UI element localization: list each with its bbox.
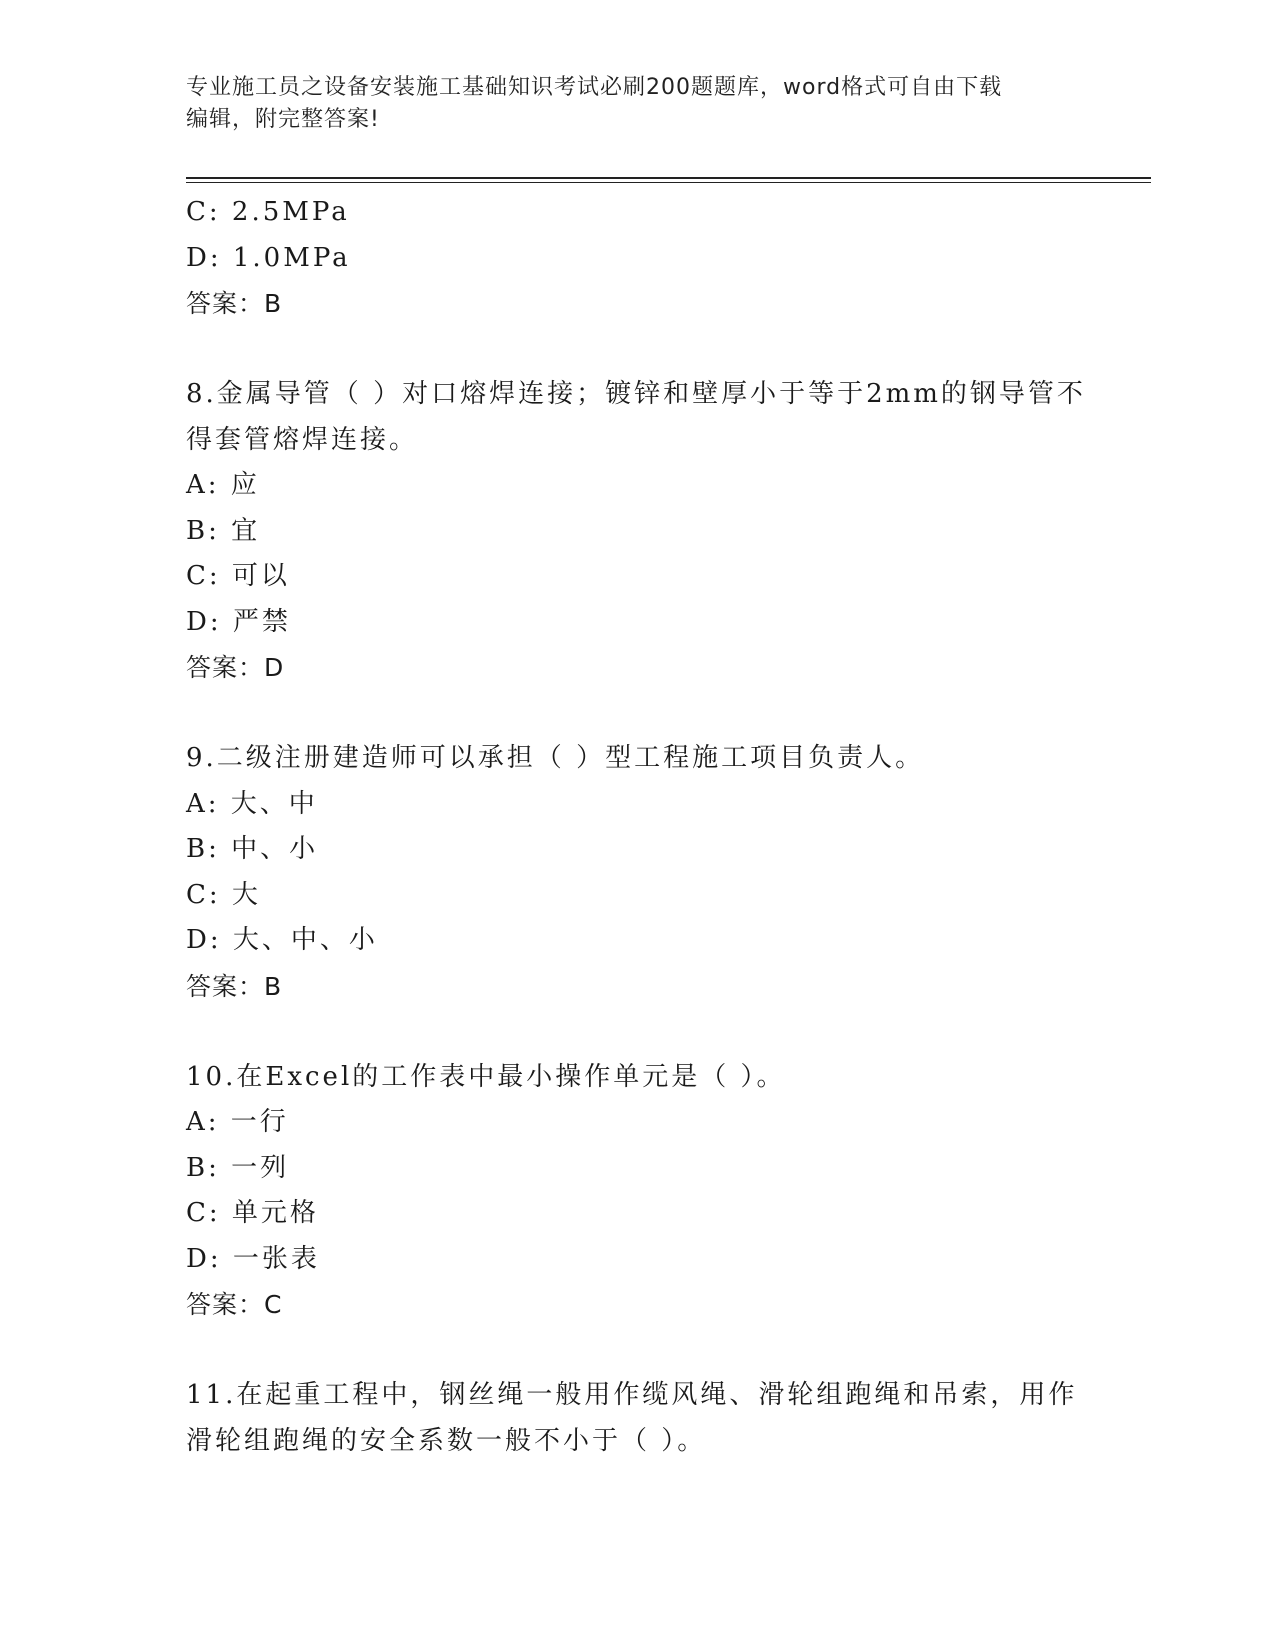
option-c: C: 2.5MPa bbox=[186, 197, 350, 227]
header-title-line2: 编辑，附完整答案! bbox=[186, 107, 380, 132]
header-divider-thick bbox=[186, 177, 1151, 179]
option-c: C: 大 bbox=[186, 879, 261, 910]
question-text-line2: 得套管熔焊连接。 bbox=[186, 424, 419, 455]
option-d: D: 大、中、小 bbox=[186, 925, 378, 955]
option-d: D: 一张表 bbox=[186, 1243, 320, 1274]
question-8 bbox=[186, 372, 1086, 691]
answer: 答案：D bbox=[186, 653, 285, 682]
question-9 bbox=[186, 736, 1086, 1009]
document-header bbox=[186, 72, 1086, 136]
option-c: C: 可以 bbox=[186, 561, 290, 591]
question-text-line1: 9.二级注册建造师可以承担（ ）型工程施工项目负责人。 bbox=[186, 743, 925, 773]
option-a: A: 一行 bbox=[186, 1107, 289, 1137]
answer: 答案：B bbox=[186, 971, 283, 1001]
option-a: A: 应 bbox=[186, 470, 260, 500]
option-b: B: 宜 bbox=[186, 515, 261, 546]
question-text-line1: 11.在起重工程中，钢丝绳一般用作缆风绳、滑轮组跑绳和吊索，用作 bbox=[186, 1380, 1078, 1410]
option-b: B: 一列 bbox=[186, 1152, 290, 1183]
spacer bbox=[186, 1009, 1086, 1055]
option-d: D: 严禁 bbox=[186, 606, 291, 637]
header-title-line1: 专业施工员之设备安装施工基础知识考试必刷200题题库，word格式可自由下载 bbox=[186, 75, 1003, 100]
question-7-tail bbox=[186, 190, 1086, 327]
option-c: C: 单元格 bbox=[186, 1198, 319, 1228]
question-text-line2: 滑轮组跑绳的安全系数一般不小于（ ）。 bbox=[186, 1425, 707, 1456]
option-d: D: 1.0MPa bbox=[186, 242, 351, 273]
answer: 答案：C bbox=[186, 1290, 283, 1319]
option-a: A: 大、中 bbox=[186, 788, 318, 819]
spacer bbox=[186, 327, 1086, 373]
question-text-line1: 10.在Excel的工作表中最小操作单元是（ ）。 bbox=[186, 1061, 786, 1092]
header-divider-thin bbox=[186, 182, 1151, 183]
spacer bbox=[186, 691, 1086, 737]
question-list bbox=[186, 190, 1086, 1464]
answer: 答案：B bbox=[186, 289, 283, 318]
question-10 bbox=[186, 1055, 1086, 1328]
question-text-line1: 8.金属导管（ ）对口熔焊连接；镀锌和壁厚小于等于2mm的钢导管不 bbox=[186, 379, 1086, 409]
question-11 bbox=[186, 1373, 1086, 1464]
spacer bbox=[186, 1328, 1086, 1374]
option-b: B: 中、小 bbox=[186, 834, 319, 864]
